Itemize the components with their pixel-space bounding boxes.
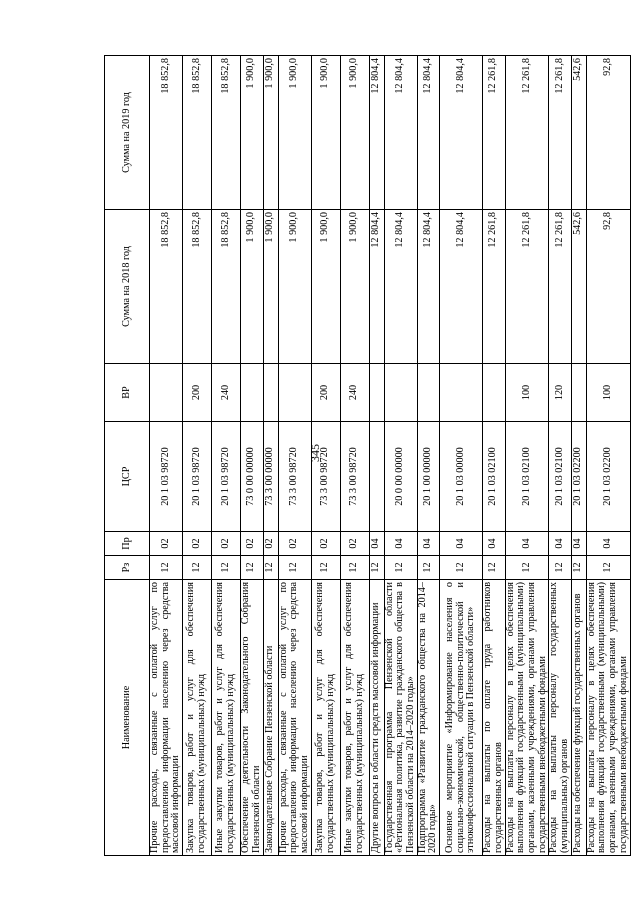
cell-csr: 73 0 00 00000 <box>241 422 263 532</box>
table-row <box>586 56 630 856</box>
cell-sum-2018: 12 804,4 <box>369 210 384 364</box>
header-csr: ЦСР <box>105 422 150 532</box>
table-row <box>505 56 549 856</box>
cell-vr <box>483 364 505 422</box>
cell-pr: 02 <box>183 532 212 556</box>
cell-sum-2019: 12 261,8 <box>505 56 549 210</box>
table-row <box>384 56 417 856</box>
cell-csr: 20 1 03 00000 <box>440 422 483 532</box>
cell-sum-2018: 12 804,4 <box>417 210 439 364</box>
cell-csr: 20 1 03 02100 <box>505 422 549 532</box>
rotated-table-wrapper <box>104 56 629 856</box>
cell-sum-2018: 18 852,8 <box>212 210 241 364</box>
cell-pr: 02 <box>311 532 340 556</box>
cell-name: Иные закупки товаров, работ и услуг для обеспечения государственных (муниципальных) нужд <box>340 580 369 856</box>
cell-rz: 12 <box>483 556 505 580</box>
cell-name: Расходы на выплаты персоналу в целях обеспечения выполнения функций государственными (муниципальными) органами, казенными учреждениями, органами управления государственными внебюджетными фондами <box>586 580 630 856</box>
cell-pr: 02 <box>278 532 311 556</box>
cell-sum-2019: 12 804,4 <box>384 56 417 210</box>
cell-rz: 12 <box>263 556 278 580</box>
cell-pr: 02 <box>340 532 369 556</box>
cell-sum-2019: 12 261,8 <box>483 56 505 210</box>
table-row <box>549 56 571 856</box>
cell-rz: 12 <box>505 556 549 580</box>
cell-sum-2019: 1 900,0 <box>241 56 263 210</box>
cell-vr: 240 <box>212 364 241 422</box>
cell-sum-2019: 92,8 <box>586 56 630 210</box>
cell-rz: 12 <box>369 556 384 580</box>
cell-name: Основное мероприятие «Информирование населения о социально-экономической, общественно-политической и этноконфессиональной ситуации в Пензенской области» <box>440 580 483 856</box>
cell-sum-2018: 1 900,0 <box>311 210 340 364</box>
cell-sum-2018: 1 900,0 <box>278 210 311 364</box>
cell-sum-2018: 542,6 <box>571 210 586 364</box>
cell-csr: 73 3 00 00000 <box>263 422 278 532</box>
cell-vr: 120 <box>549 364 571 422</box>
header-sum-2018: Сумма на 2018 год <box>105 210 150 364</box>
cell-rz: 12 <box>571 556 586 580</box>
cell-csr: 20 0 00 00000 <box>384 422 417 532</box>
page-number: 345 <box>308 444 322 462</box>
cell-vr <box>263 364 278 422</box>
table-row <box>417 56 439 856</box>
cell-sum-2018: 92,8 <box>586 210 630 364</box>
cell-rz: 12 <box>586 556 630 580</box>
cell-rz: 12 <box>440 556 483 580</box>
table-stage <box>104 56 629 856</box>
cell-rz: 12 <box>549 556 571 580</box>
cell-csr <box>369 422 384 532</box>
cell-csr: 20 1 03 98720 <box>150 422 183 532</box>
cell-name: Расходы на обеспечение функций государственных органов <box>571 580 586 856</box>
table-row <box>212 56 241 856</box>
cell-sum-2019: 12 261,8 <box>549 56 571 210</box>
cell-vr <box>384 364 417 422</box>
cell-sum-2019: 12 804,4 <box>440 56 483 210</box>
cell-csr: 73 3 00 98720 <box>340 422 369 532</box>
cell-name: Подпрограмма «Развитие гражданского общества на 2014–2020 годы» <box>417 580 439 856</box>
cell-csr: 20 1 03 02100 <box>483 422 505 532</box>
cell-sum-2019: 12 804,4 <box>417 56 439 210</box>
table-row <box>278 56 311 856</box>
budget-table <box>104 55 631 856</box>
cell-rz: 12 <box>417 556 439 580</box>
cell-csr: 73 3 00 98720 <box>311 422 340 532</box>
cell-rz: 12 <box>340 556 369 580</box>
cell-sum-2018: 12 261,8 <box>549 210 571 364</box>
table-row <box>311 56 340 856</box>
cell-csr: 20 1 00 00000 <box>417 422 439 532</box>
cell-sum-2019: 542,6 <box>571 56 586 210</box>
cell-rz: 12 <box>212 556 241 580</box>
cell-vr: 200 <box>311 364 340 422</box>
table-row <box>150 56 183 856</box>
cell-sum-2018: 1 900,0 <box>340 210 369 364</box>
cell-sum-2018: 18 852,8 <box>183 210 212 364</box>
cell-sum-2019: 18 852,8 <box>212 56 241 210</box>
header-name: Наименование <box>105 580 150 856</box>
cell-csr: 73 3 00 98720 <box>278 422 311 532</box>
cell-rz: 12 <box>278 556 311 580</box>
header-pr: Пр <box>105 532 150 556</box>
header-vr: ВР <box>105 364 150 422</box>
cell-csr: 20 1 03 98720 <box>183 422 212 532</box>
cell-vr <box>278 364 311 422</box>
cell-rz: 12 <box>150 556 183 580</box>
cell-pr: 04 <box>384 532 417 556</box>
cell-csr: 20 1 03 98720 <box>212 422 241 532</box>
cell-csr: 20 1 03 02200 <box>571 422 586 532</box>
cell-sum-2018: 12 804,4 <box>440 210 483 364</box>
cell-rz: 12 <box>384 556 417 580</box>
cell-pr: 02 <box>212 532 241 556</box>
cell-pr: 04 <box>440 532 483 556</box>
cell-sum-2019: 18 852,8 <box>183 56 212 210</box>
cell-sum-2019: 1 900,0 <box>278 56 311 210</box>
cell-sum-2019: 1 900,0 <box>263 56 278 210</box>
table-header-row <box>105 56 150 856</box>
cell-pr: 04 <box>586 532 630 556</box>
cell-vr <box>440 364 483 422</box>
cell-sum-2018: 18 852,8 <box>150 210 183 364</box>
cell-pr: 02 <box>241 532 263 556</box>
cell-sum-2018: 12 261,8 <box>505 210 549 364</box>
table-row <box>369 56 384 856</box>
table-row <box>440 56 483 856</box>
table-row <box>263 56 278 856</box>
cell-csr: 20 1 03 02200 <box>586 422 630 532</box>
cell-vr <box>241 364 263 422</box>
cell-name: Государственная программа Пензенской области «Региональная политика, развитие гражданского общества в Пензенской области на 2014–2020 годы» <box>384 580 417 856</box>
cell-pr: 04 <box>417 532 439 556</box>
cell-rz: 12 <box>311 556 340 580</box>
cell-pr: 04 <box>505 532 549 556</box>
cell-vr: 200 <box>183 364 212 422</box>
table-row <box>340 56 369 856</box>
cell-sum-2019: 1 900,0 <box>311 56 340 210</box>
cell-sum-2019: 18 852,8 <box>150 56 183 210</box>
header-rz: Рз <box>105 556 150 580</box>
cell-vr <box>369 364 384 422</box>
cell-name: Закупка товаров, работ и услуг для обеспечения государственных (муниципальных) нужд <box>183 580 212 856</box>
cell-name: Прочие расходы, связанные с оплатой услуг по предоставлению информации населению через средства массовой информации <box>150 580 183 856</box>
cell-sum-2018: 12 804,4 <box>384 210 417 364</box>
cell-pr: 04 <box>483 532 505 556</box>
cell-csr: 20 1 03 02100 <box>549 422 571 532</box>
cell-pr: 04 <box>369 532 384 556</box>
cell-name: Другие вопросы в области средств массовой информации <box>369 580 384 856</box>
cell-name: Расходы на выплаты персоналу в целях обеспечения выполнения функций государственными (муниципальными) органами, казенными учреждениями, органами управления государственными внебюджетными фондами <box>505 580 549 856</box>
cell-vr <box>417 364 439 422</box>
cell-name: Законодательное Собрание Пензенской области <box>263 580 278 856</box>
table-row <box>241 56 263 856</box>
cell-pr: 04 <box>571 532 586 556</box>
cell-vr: 100 <box>586 364 630 422</box>
cell-sum-2018: 12 261,8 <box>483 210 505 364</box>
cell-sum-2018: 1 900,0 <box>263 210 278 364</box>
cell-name: Расходы на выплаты персоналу государственных (муниципальных) органов <box>549 580 571 856</box>
cell-pr: 02 <box>263 532 278 556</box>
cell-name: Прочие расходы, связанные с оплатой услуг по предоставлению информации населению через средства массовой информации <box>278 580 311 856</box>
cell-name: Обеспечение деятельности Законодательного Собрания Пензенской области <box>241 580 263 856</box>
cell-pr: 04 <box>549 532 571 556</box>
cell-name: Расходы на выплаты по оплате труда работников государственных органов <box>483 580 505 856</box>
header-sum-2019: Сумма на 2019 год <box>105 56 150 210</box>
table-body <box>150 56 631 856</box>
cell-rz: 12 <box>183 556 212 580</box>
table-row <box>183 56 212 856</box>
cell-name: Иные закупки товаров, работ и услуг для обеспечения государственных (муниципальных) нужд <box>212 580 241 856</box>
table-row <box>483 56 505 856</box>
cell-vr <box>571 364 586 422</box>
cell-sum-2019: 12 804,4 <box>369 56 384 210</box>
table-row <box>571 56 586 856</box>
cell-vr <box>150 364 183 422</box>
cell-pr: 02 <box>150 532 183 556</box>
cell-name: Закупка товаров, работ и услуг для обеспечения государственных (муниципальных) нужд <box>311 580 340 856</box>
cell-sum-2018: 1 900,0 <box>241 210 263 364</box>
cell-vr: 240 <box>340 364 369 422</box>
cell-sum-2019: 1 900,0 <box>340 56 369 210</box>
cell-rz: 12 <box>241 556 263 580</box>
cell-vr: 100 <box>505 364 549 422</box>
